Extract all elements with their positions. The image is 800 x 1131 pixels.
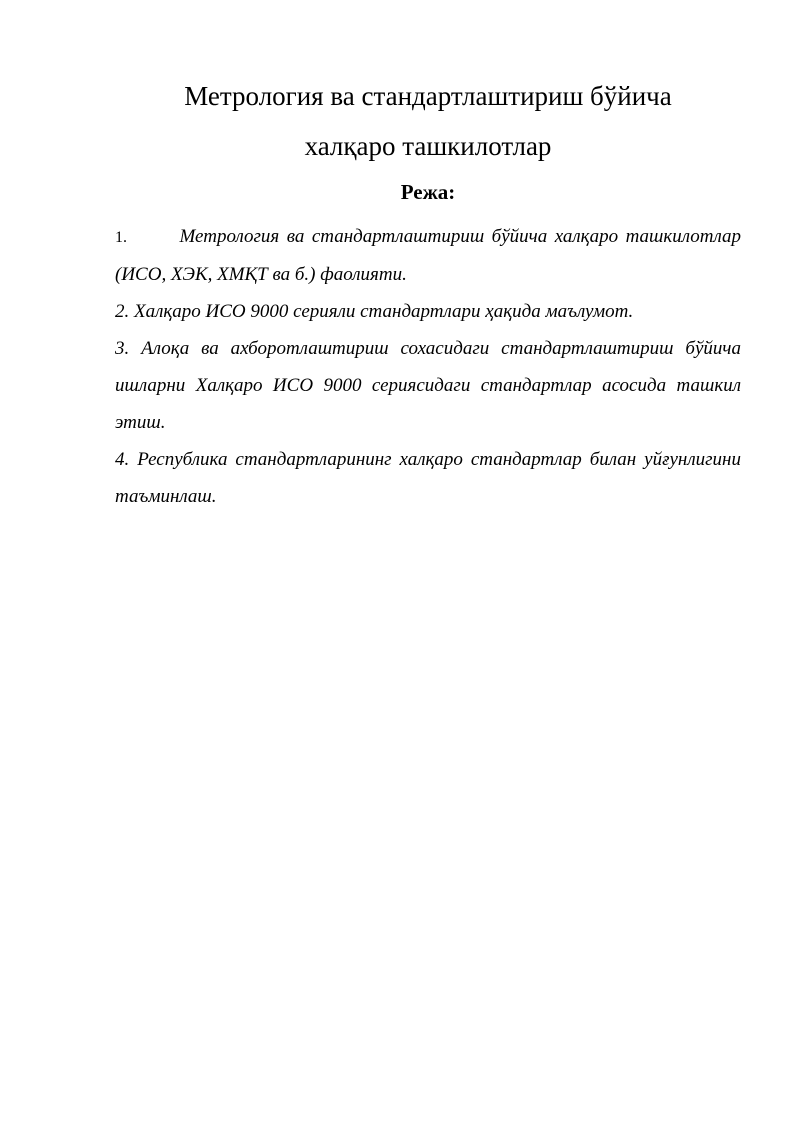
document-title-line-2: халқаро ташкилотлар [304, 131, 552, 161]
document-title-line-1: Метрология ва стандартлаштириш бўйича [184, 81, 672, 111]
plan-heading: Режа: [400, 180, 456, 204]
plan-item-3 [115, 330, 741, 441]
plan-list [115, 218, 741, 515]
plan-item-number: 1. [115, 229, 127, 246]
plan-item-number: 4. [115, 449, 130, 470]
plan-item-4 [115, 441, 741, 515]
plan-item-text: Халқаро ИСО 9000 серияли стандартлари ҳақида маълумот. [134, 301, 634, 322]
plan-item-1 [115, 218, 741, 293]
plan-item-text: Республика стандартларининг халқаро стандартлар билан уйғунлигини таъминлаш. [115, 449, 741, 507]
plan-item-text: Алоқа ва ахборотлаштириш сохасидаги стандартлаштириш бўйича ишларни Халқаро ИСО 9000 сериясидаги стандартлар асосида ташкил этиш. [115, 338, 741, 433]
plan-item-text: Метрология ва стандартлаштириш бўйича халқаро ташкилотлар (ИСО, ХЭК, ХМҚТ ва б.) фаолияти. [115, 226, 742, 285]
plan-item-number: 3. [115, 338, 130, 359]
plan-item-2 [115, 293, 741, 330]
plan-item-number: 2. [115, 301, 130, 322]
